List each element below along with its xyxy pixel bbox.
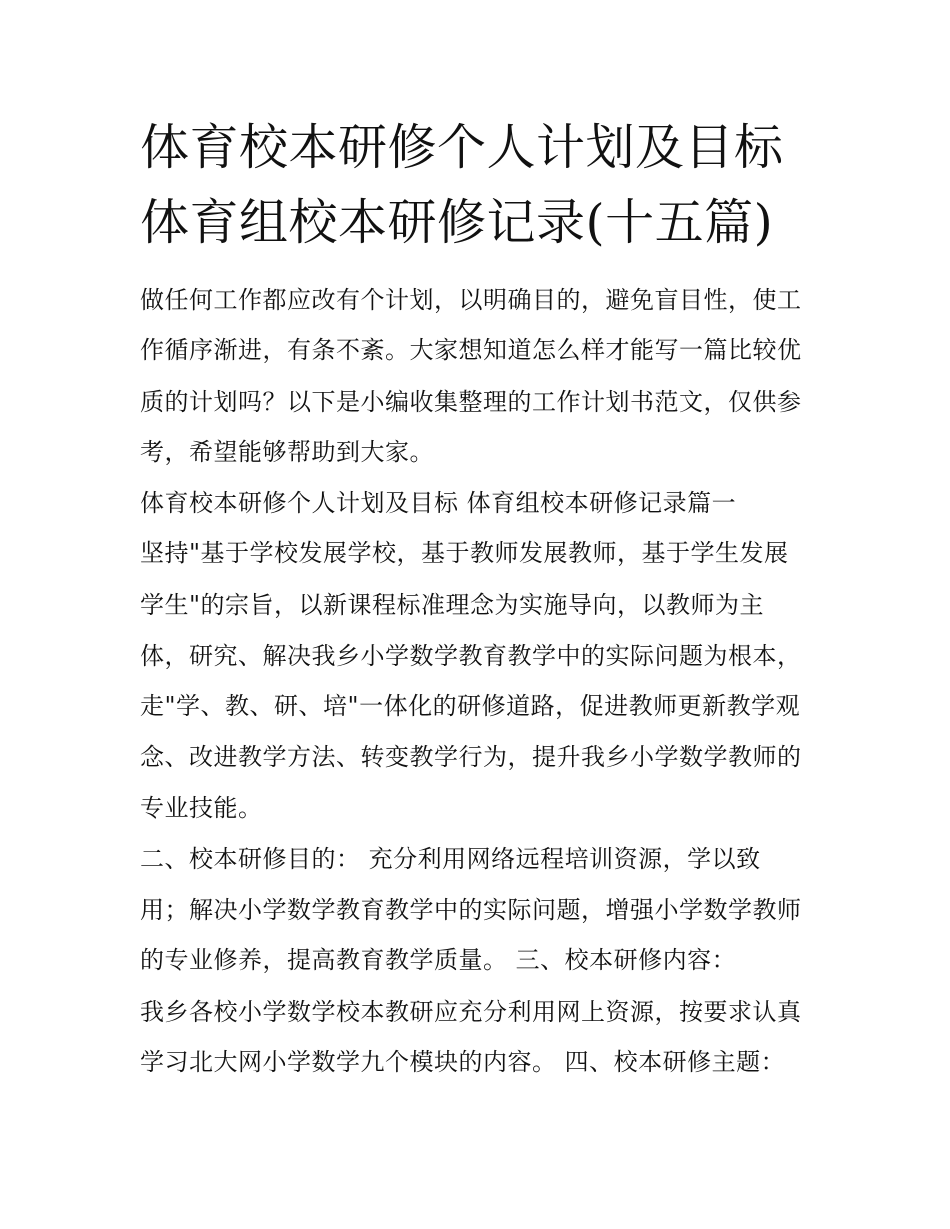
body-line: 二、校本研修目的： 充分利用网络远程培训资源，学以致 [140, 845, 761, 873]
body-line: 学生"的宗旨，以新课程标准理念为实施导向，以教师为主 [140, 591, 765, 619]
body-line: 考，希望能够帮助到大家。 [140, 438, 434, 466]
body-line: 质的计划吗？以下是小编收集整理的工作计划书范文，仅供参 [140, 388, 802, 416]
body-line: 念、改进教学方法、转变教学行为，提升我乡小学数学教师的 [140, 743, 802, 771]
body-line: 坚持"基于学校发展学校，基于教师发展教师，基于学生发展 [140, 539, 789, 567]
section-heading-line: 体育校本研修个人计划及目标 体育组校本研修记录篇一 [140, 489, 737, 517]
body-line: 专业技能。 [140, 794, 263, 822]
document-title-line-1: 体育校本研修个人计划及目标 [140, 119, 784, 176]
body-line: 我乡各校小学数学校本教研应充分利用网上资源，按要求认真 [140, 998, 802, 1026]
body-line: 体，研究、解决我乡小学数学教育教学中的实际问题为根本， [140, 642, 802, 670]
body-line: 做任何工作都应改有个计划，以明确目的，避免盲目性，使工 [140, 286, 802, 314]
document-title-line-2: 体育组校本研修记录(十五篇) [140, 194, 774, 251]
body-line: 学习北大网小学数学九个模块的内容。 四、校本研修主题： [140, 1048, 786, 1076]
body-line: 作循序渐进，有条不紊。大家想知道怎么样才能写一篇比较优 [140, 336, 802, 364]
body-line: 的专业修养，提高教育教学质量。 三、校本研修内容： [140, 946, 737, 974]
body-line: 走"学、教、研、培"一体化的研修道路，促进教师更新教学观 [140, 692, 801, 720]
body-line: 用；解决小学数学教育教学中的实际问题，增强小学数学教师 [140, 896, 802, 924]
